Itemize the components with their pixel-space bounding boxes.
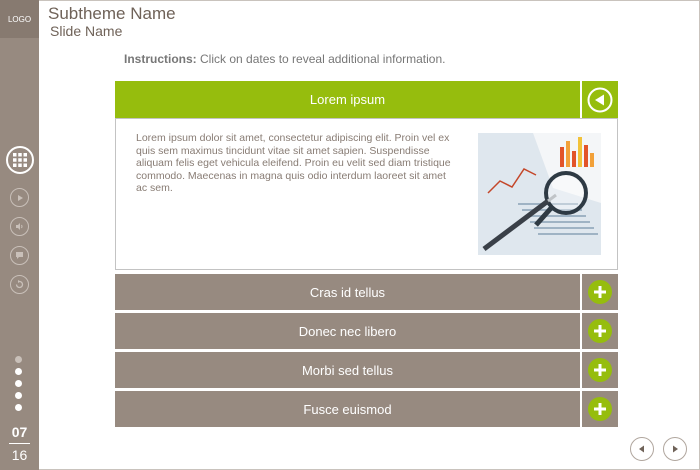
collapse-arrow-icon [587, 87, 613, 113]
logo: LOGO [0, 0, 39, 38]
transcript-button[interactable] [10, 246, 29, 265]
accordion-item-header[interactable]: Fusce euismod [115, 391, 580, 427]
subtheme-title: Subtheme Name [48, 4, 176, 23]
accordion-item-body [115, 118, 618, 270]
slide-title: Slide Name [50, 23, 123, 39]
menu-button[interactable] [6, 146, 34, 174]
accordion-body-text: Lorem ipsum dolor sit amet, consectetur adipiscing elit. Proin vel ex quis sem maximus tincidunt vitae sit amet sapien. Suspendisse aliquam felis eget vehicula eleifend. Proin eu velit sed diam tristique commodo. Maecenas in magna quis odio interdum laoreet sit amet ac sem. [136, 132, 451, 194]
play-icon [16, 194, 24, 202]
plus-icon [588, 319, 612, 343]
expand-button[interactable] [582, 274, 618, 310]
previous-slide-button[interactable] [630, 437, 654, 461]
progress-dot[interactable] [15, 404, 22, 411]
page-divider [9, 443, 30, 444]
accordion-item-header[interactable]: Donec nec libero [115, 313, 580, 349]
progress-dot[interactable] [15, 392, 22, 399]
progress-dot[interactable] [15, 368, 22, 375]
sidebar [0, 0, 39, 470]
progress-dot[interactable] [15, 380, 22, 387]
collapse-button[interactable] [582, 81, 618, 118]
plus-icon [588, 358, 612, 382]
instructions-label: Instructions: [124, 52, 197, 66]
accordion-item-header[interactable]: Morbi sed tellus [115, 352, 580, 388]
grid-icon [13, 153, 27, 167]
page-total: 16 [11, 447, 28, 463]
instructions [124, 52, 445, 66]
plus-icon [588, 280, 612, 304]
accordion-item-header[interactable]: Cras id tellus [115, 274, 580, 310]
arrow-right-icon [670, 444, 680, 454]
financial-chart-photo [478, 133, 601, 255]
expand-button[interactable] [582, 391, 618, 427]
progress-dots [15, 356, 23, 416]
next-slide-button[interactable] [663, 437, 687, 461]
arrow-left-icon [637, 444, 647, 454]
expand-button[interactable] [582, 313, 618, 349]
audio-icon [15, 222, 24, 231]
page-current: 07 [11, 424, 28, 440]
expand-button[interactable] [582, 352, 618, 388]
plus-icon [588, 397, 612, 421]
play-button[interactable] [10, 188, 29, 207]
replay-icon [15, 280, 24, 289]
accordion-item-open-header[interactable]: Lorem ipsum [115, 81, 580, 118]
replay-button[interactable] [10, 275, 29, 294]
progress-dot[interactable] [15, 356, 22, 363]
transcript-icon [15, 251, 24, 260]
photo-illustration [478, 133, 601, 255]
instructions-text: Click on dates to reveal additional information. [196, 52, 446, 66]
audio-button[interactable] [10, 217, 29, 236]
